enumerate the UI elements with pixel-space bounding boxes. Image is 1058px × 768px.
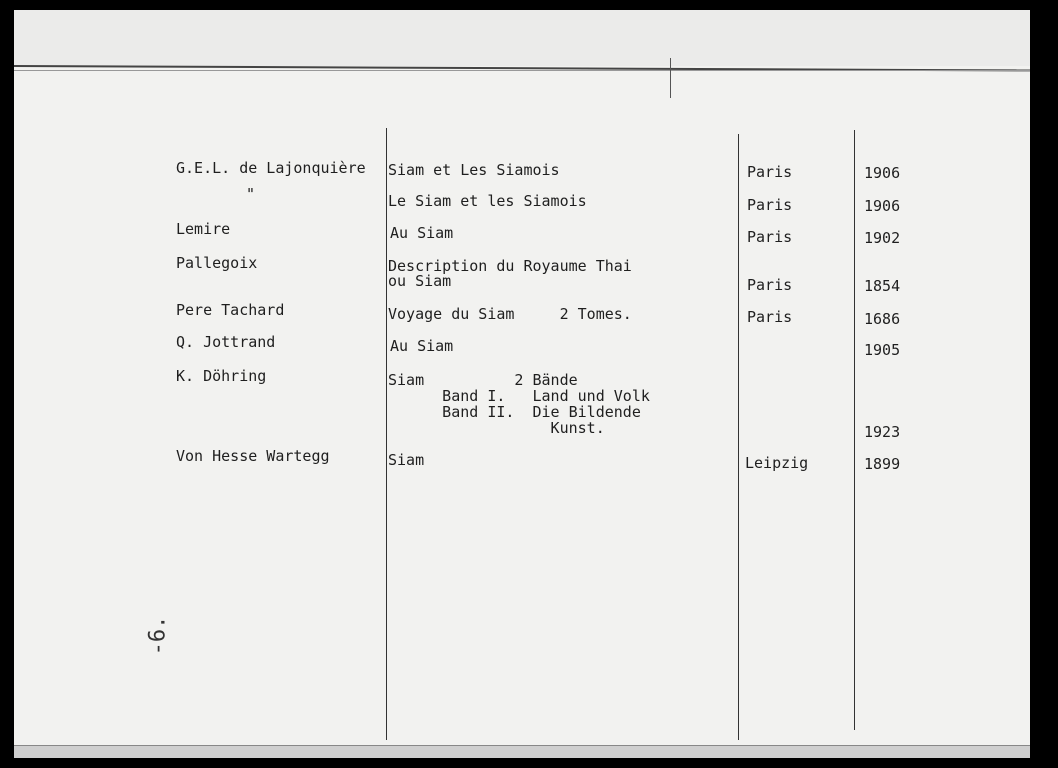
document-page [14, 10, 1030, 758]
fold-line-secondary [14, 70, 1030, 71]
place-3: Paris [747, 228, 793, 246]
place-4: Paris [747, 276, 793, 294]
year-4: 1854 [864, 277, 901, 295]
title-3: Au Siam [390, 224, 454, 242]
column-divider-title-place [738, 134, 739, 740]
year-5: 1686 [864, 310, 901, 328]
author-7: K. Döhring [176, 367, 267, 385]
title-7-line-2: Band I. Land und Volk [388, 387, 650, 405]
page-bottom-edge [14, 745, 1030, 758]
place-8: Leipzig [745, 454, 809, 472]
year-3: 1902 [864, 229, 901, 247]
year-7: 1923 [864, 423, 901, 441]
column-divider-place-year [854, 130, 855, 730]
place-1: Paris [747, 163, 793, 181]
page-top-band [14, 10, 1030, 66]
column-divider-author-title [386, 128, 387, 740]
year-2: 1906 [864, 197, 901, 215]
title-2: Le Siam et les Siamois [388, 192, 587, 210]
margin-note: -6. [145, 615, 171, 656]
title-5: Voyage du Siam 2 Tomes. [388, 305, 632, 323]
title-4-line-1: Description du Royaume Thai [388, 257, 632, 275]
author-4: Pallegoix [176, 254, 258, 272]
title-1: Siam et Les Siamois [388, 161, 560, 179]
author-1: G.E.L. de Lajonquière [176, 159, 366, 177]
author-6: Q. Jottrand [176, 333, 276, 351]
author-3: Lemire [176, 220, 231, 238]
title-7-line-1: Siam 2 Bände [388, 371, 578, 389]
author-8: Von Hesse Wartegg [176, 447, 330, 465]
fold-tick [670, 58, 671, 98]
title-4-line-2: ou Siam [388, 272, 452, 290]
year-6: 1905 [864, 341, 901, 359]
place-5: Paris [747, 308, 793, 326]
title-6: Au Siam [390, 337, 454, 355]
year-1: 1906 [864, 164, 901, 182]
place-2: Paris [747, 196, 793, 214]
year-8: 1899 [864, 455, 901, 473]
author-2-ditto: " [246, 185, 256, 203]
title-8: Siam [388, 451, 425, 469]
title-7-line-4: Kunst. [388, 419, 605, 437]
title-7-line-3: Band II. Die Bildende [388, 403, 641, 421]
author-5: Pere Tachard [176, 301, 285, 319]
